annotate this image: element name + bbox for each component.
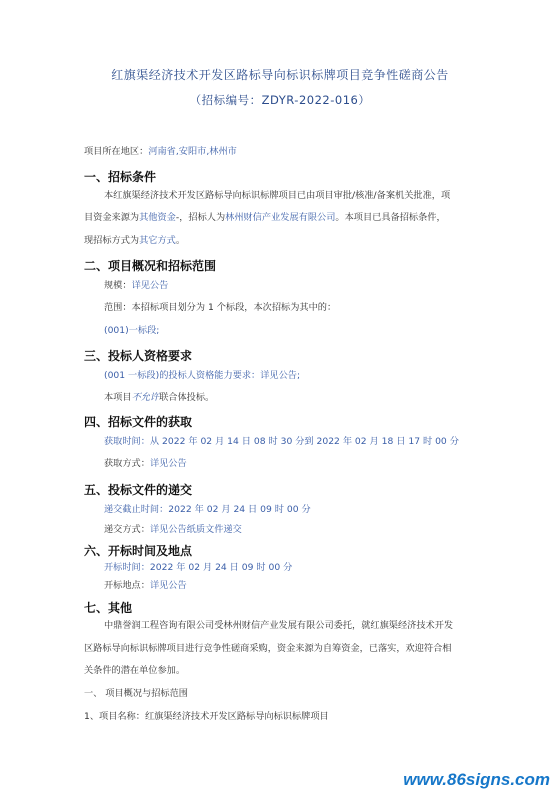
extra-project-name: 1、项目名称：红旗渠经济技术开发区路标导向标识标牌项目 — [84, 711, 329, 722]
place-label: 开标地点： — [104, 580, 150, 591]
section-heading-6: 六、开标时间及地点 — [84, 544, 193, 558]
method-value: 详见公告纸质文件递交 — [149, 524, 242, 535]
s2-lot: (001)一标段; — [104, 325, 160, 336]
method-label: 获取方式： — [104, 458, 150, 469]
s3-text: 本项目 — [104, 392, 132, 403]
scale-value: 详见公告 — [131, 280, 169, 291]
place-value: 详见公告 — [149, 580, 187, 591]
section-heading-3: 三、投标人资格要求 — [84, 349, 193, 363]
bid-number: （招标编号：ZDYR-2022-016） — [189, 93, 371, 107]
s4-time: 获取时间：从 2022 年 02 月 14 日 08 时 30 分到 2022 年 02 月 18 日 17 时 00 分 — [104, 436, 459, 447]
section-heading-4: 四、招标文件的获取 — [84, 415, 193, 429]
s2-scope: 范围：本招标项目划分为 1 个标段，本次招标为其中的： — [104, 302, 337, 313]
s6-place — [104, 580, 187, 592]
s1-line-3 — [84, 235, 185, 247]
page-title: 红旗渠经济技术开发区路标导向标识标牌项目竞争性磋商公告 — [111, 68, 449, 82]
extra-overview: 一、 项目概况与招标范围 — [84, 688, 188, 699]
s1-text: 目资金来源为 — [84, 212, 140, 223]
section-heading-1: 一、招标条件 — [84, 170, 157, 184]
s1-line-1: 本红旗渠经济技术开发区路标导向标识标牌项目已由项目审批/核准/备案机关批准，项 — [104, 190, 451, 201]
s7-line-3: 关条件的潜在单位参加。 — [84, 665, 186, 676]
section-heading-2: 二、项目概况和招标范围 — [84, 259, 217, 273]
s1-text: 。 — [175, 235, 186, 246]
s3-consortium — [104, 392, 214, 404]
s7-line-1: 中鼎誉润工程咨询有限公司受林州财信产业发展有限公司委托，就红旗渠经济技术开发 — [104, 620, 454, 631]
section-heading-5: 五、投标文件的递交 — [84, 483, 193, 497]
s5-method — [104, 524, 242, 536]
s1-line-2 — [84, 212, 446, 224]
s5-deadline: 递交截止时间：2022 年 02 月 24 日 09 时 00 分 — [104, 504, 311, 515]
project-location — [84, 146, 237, 158]
s1-text: -，招标人为 — [175, 212, 226, 223]
location-label: 项目所在地区： — [84, 146, 149, 157]
tenderer: 林州财信产业发展有限公司 — [225, 212, 336, 223]
section-heading-7: 七、其他 — [84, 601, 133, 615]
s2-scale — [104, 280, 168, 292]
s7-line-2: 区路标导向标识标牌项目进行竞争性磋商采购，资金来源为自筹资金，已落实，欢迎符合相 — [84, 643, 452, 654]
tender-method: 其它方式 — [139, 235, 176, 246]
watermark-logo — [403, 770, 550, 790]
s4-method — [104, 458, 187, 470]
location-value: 河南省,安阳市,林州市 — [148, 146, 237, 157]
scale-label: 规模： — [104, 280, 132, 291]
watermark-text: www.86signs.com — [403, 770, 550, 789]
s3-text: 联合体投标。 — [159, 392, 215, 403]
method-value: 详见公告 — [149, 458, 187, 469]
s6-time: 开标时间：2022 年 02 月 24 日 09 时 00 分 — [104, 562, 293, 573]
consortium-status: 不允许 — [131, 392, 160, 403]
s1-text: 现招标方式为 — [84, 235, 140, 246]
method-label: 递交方式： — [104, 524, 150, 535]
fund-source: 其他资金 — [139, 212, 176, 223]
s3-requirement: (001 一标段)的投标人资格能力要求：详见公告; — [104, 370, 301, 381]
s1-text: 。本项目已具备招标条件， — [335, 212, 446, 223]
